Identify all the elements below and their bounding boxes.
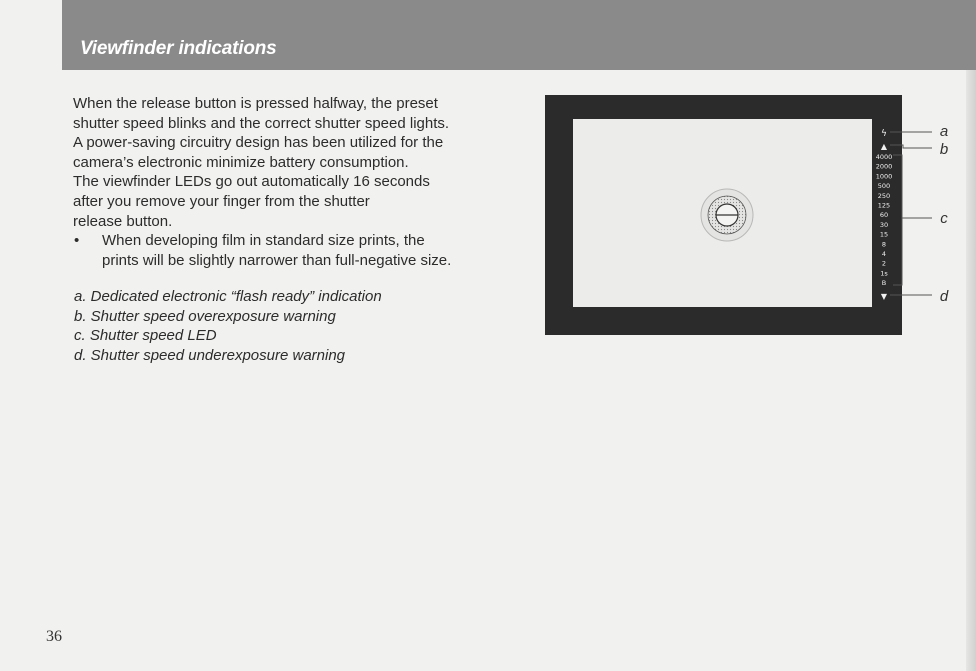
viewfinder-diagram <box>540 90 960 342</box>
callout-label-c: c <box>940 210 948 227</box>
shutter-speed-label: 4000 <box>875 153 893 161</box>
shutter-speed-label: 30 <box>879 220 889 229</box>
shutter-speed-label: 125 <box>877 201 891 210</box>
shutter-speed-label: 250 <box>877 191 891 200</box>
shutter-speed-label: 1s <box>880 269 888 278</box>
legend-item-b: b. Shutter speed overexposure warning <box>74 307 336 325</box>
body-line: camera’s electronic minimize battery consumption. <box>73 153 409 171</box>
callout-label-d: d <box>939 288 949 305</box>
legend-item-c: c. Shutter speed LED <box>74 327 217 345</box>
focusing-circle <box>701 189 753 241</box>
body-line: When the release button is pressed halfway, the preset <box>73 95 438 112</box>
legend-item-a: a. Dedicated electronic “flash ready” indication <box>74 288 382 305</box>
legend-item-d: d. Shutter speed underexposure warning <box>74 346 346 364</box>
callout-label-a: a <box>939 123 949 140</box>
shutter-speed-label: 60 <box>879 211 889 220</box>
page-title: Viewfinder indications <box>80 38 277 59</box>
body-line: shutter speed blinks and the correct shutter speed lights. <box>73 114 450 132</box>
shutter-speed-label: 15 <box>879 230 889 239</box>
shutter-speed-label: 8 <box>881 240 887 249</box>
shutter-speed-label: 2 <box>881 259 887 268</box>
shutter-speed-label: 1000 <box>875 172 893 181</box>
bullet-line: When developing film in standard size prints, the <box>102 232 425 250</box>
shutter-speed-label: 4 <box>881 250 887 258</box>
body-line: A power-saving circuitry design has been utilized for the <box>73 134 444 152</box>
callout-label-b: b <box>939 141 949 158</box>
shutter-speed-label: 2000 <box>875 162 893 171</box>
body-line: The viewfinder LEDs go out automatically 16 seconds <box>73 173 430 191</box>
shutter-speed-label: B <box>881 279 887 288</box>
bullet-item <box>73 231 488 270</box>
page-edge-shadow <box>966 70 976 671</box>
page-number: 36 <box>46 628 62 645</box>
underexposure-arrow-icon: ▼ <box>880 292 888 301</box>
body-line: release button. <box>73 212 173 230</box>
flash-ready-icon: ϟ <box>881 129 887 139</box>
bullet-mark: • <box>74 232 80 250</box>
shutter-speed-label: 500 <box>877 182 891 191</box>
overexposure-arrow-icon: ▲ <box>880 142 888 151</box>
bullet-line: prints will be slightly narrower than full-negative size. <box>102 251 452 269</box>
legend-list <box>74 287 494 365</box>
body-line: after you remove your finger from the shutter <box>73 192 370 210</box>
body-text <box>73 94 488 270</box>
bullet-text <box>102 231 488 270</box>
